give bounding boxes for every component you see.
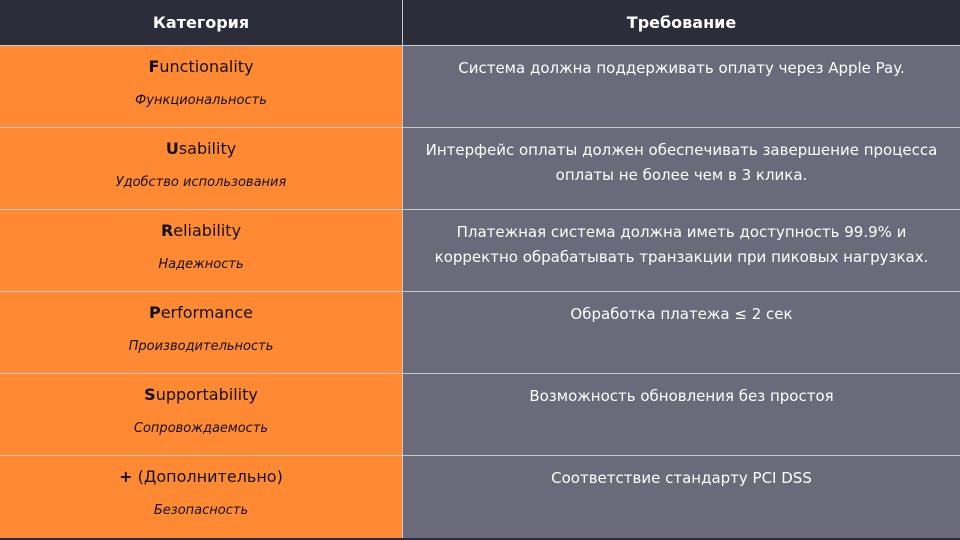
category-cell-supportability [0,374,403,456]
category-name [0,384,402,406]
category-rest: (Дополнительно) [132,467,283,486]
category-rest: eliability [173,221,242,240]
category-name [0,56,402,78]
category-name [0,138,402,160]
category-rest: sability [178,139,237,158]
category-letter: U [165,139,179,158]
category-letter: + [119,467,133,486]
requirement-cell-supportability: Возможность обновления без простоя [403,374,960,456]
category-letter: P [148,303,161,322]
category-letter: F [148,57,160,76]
category-cell-additional [0,456,403,538]
category-subtitle: Безопасность [153,503,249,518]
category-subtitle: Производительность [128,339,274,354]
category-name [0,466,402,488]
requirement-cell-usability: Интерфейс оплаты должен обеспечивать завершение процесса оплаты не более чем в 3 клика. [403,128,960,210]
category-cell-reliability [0,210,403,292]
header-category: Категория [0,0,403,46]
category-rest: unctionality [159,57,254,76]
category-name [0,302,402,324]
category-subtitle: Функциональность [135,93,267,108]
requirement-cell-functionality: Система должна поддерживать оплату через Apple Pay. [403,46,960,128]
category-letter: R [160,221,174,240]
requirement-cell-additional: Соответствие стандарту PCI DSS [403,456,960,538]
header-requirement: Требование [403,0,960,46]
category-subtitle: Надежность [158,257,244,272]
requirement-cell-performance: Обработка платежа ≤ 2 сек [403,292,960,374]
category-letter: S [144,385,156,404]
category-rest: erformance [160,303,254,322]
category-cell-functionality [0,46,403,128]
requirement-cell-reliability: Платежная система должна иметь доступность 99.9% и корректно обрабатывать транзакции при пиковых нагрузках. [403,210,960,292]
category-subtitle: Сопровождаемость [133,421,269,436]
category-subtitle: Удобство использования [115,175,287,190]
category-rest: upportability [155,385,258,404]
category-name [0,220,402,242]
category-cell-performance [0,292,403,374]
category-cell-usability [0,128,403,210]
